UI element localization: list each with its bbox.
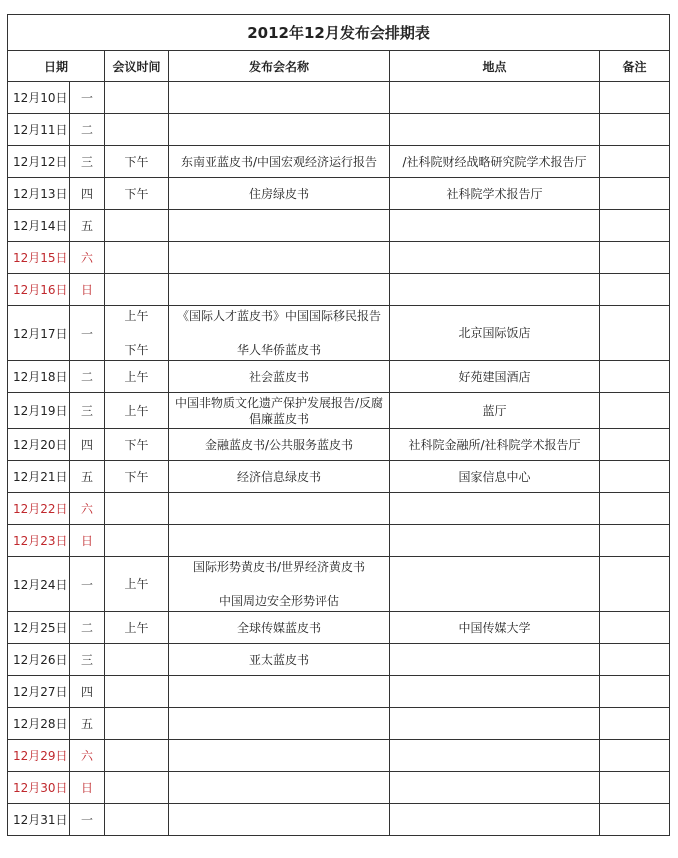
time-cell [105,361,169,393]
place-text: 中国传媒大学 [458,620,531,635]
header-note: 备注 [600,51,670,82]
name-lines [169,557,389,611]
note-cell [600,612,670,644]
time-cell [105,242,169,274]
weekday-cell: 二 [70,114,105,146]
name-text: 东南亚蓝皮书/中国宏观经济运行报告 [180,154,378,169]
schedule-table [7,14,670,836]
note-cell [600,708,670,740]
place-lines [390,469,599,485]
weekday-cell: 一 [70,557,105,612]
table-row [8,82,670,114]
note-cell [600,557,670,612]
table-row [8,557,670,612]
time-text: 上午 [124,620,149,635]
place-cell [390,461,600,493]
date-cell: 12月11日 [8,114,70,146]
weekday-cell: 五 [70,461,105,493]
table-row [8,461,670,493]
time-lines [105,306,168,360]
time-cell [105,274,169,306]
weekday-cell: 五 [70,708,105,740]
place-cell [390,493,600,525]
name-text: 金融蓝皮书/公共服务蓝皮书 [204,437,354,452]
place-cell [390,644,600,676]
place-cell [390,210,600,242]
place-cell [390,114,600,146]
name-cell [169,676,390,708]
place-cell [390,82,600,114]
weekday-cell: 六 [70,493,105,525]
date-cell: 12月20日 [8,429,70,461]
time-lines [105,154,168,170]
note-cell [600,461,670,493]
name-cell [169,114,390,146]
date-cell: 12月24日 [8,557,70,612]
place-lines [390,620,599,636]
note-cell [600,493,670,525]
time-lines [105,576,168,592]
time-cell [105,306,169,361]
header-place: 地点 [390,51,600,82]
note-cell [600,429,670,461]
note-cell [600,644,670,676]
table-row [8,146,670,178]
place-cell [390,557,600,612]
time-text: 上午 [124,309,149,323]
date-cell: 12月18日 [8,361,70,393]
note-cell [600,178,670,210]
table-row [8,772,670,804]
weekday-cell: 三 [70,146,105,178]
date-cell: 12月13日 [8,178,70,210]
table-row [8,393,670,429]
table-row [8,178,670,210]
name-lines [169,620,389,636]
place-text: 北京国际饭店 [458,326,531,340]
date-cell: 12月17日 [8,306,70,361]
name-lines [169,306,389,360]
note-cell [600,740,670,772]
time-lines [105,620,168,636]
name-cell [169,361,390,393]
name-lines [169,437,389,453]
weekday-cell: 日 [70,274,105,306]
weekday-cell: 一 [70,306,105,361]
date-cell: 12月12日 [8,146,70,178]
time-text: 下午 [124,343,149,357]
header-time: 会议时间 [105,51,169,82]
place-cell [390,740,600,772]
table-row [8,306,670,361]
name-cell [169,429,390,461]
time-lines [105,403,168,419]
weekday-cell: 六 [70,740,105,772]
name-cell [169,525,390,557]
time-cell [105,740,169,772]
name-text: 《国际人才蓝皮书》中国国际移民报告 [176,309,381,323]
note-cell [600,393,670,429]
time-cell [105,146,169,178]
time-cell [105,644,169,676]
name-text: 中国周边安全形势评估 [218,594,339,608]
header-name: 发布会名称 [169,51,390,82]
place-lines [390,154,599,170]
date-cell: 12月31日 [8,804,70,836]
weekday-cell: 三 [70,644,105,676]
schedule-wrapper [7,14,670,836]
place-lines [390,403,599,419]
time-cell [105,708,169,740]
weekday-cell: 四 [70,429,105,461]
name-text: 社会蓝皮书 [248,369,309,384]
name-cell [169,146,390,178]
time-lines [105,369,168,385]
time-text: 上午 [124,577,149,591]
name-text: 华人华侨蓝皮书 [236,343,321,357]
place-lines [390,186,599,202]
table-row [8,210,670,242]
place-text: 社科院学术报告厅 [446,186,543,201]
date-cell: 12月25日 [8,612,70,644]
time-cell [105,804,169,836]
table-row [8,493,670,525]
name-text: 国际形势黄皮书/世界经济黄皮书 [192,560,366,574]
name-lines [169,652,389,668]
time-cell [105,393,169,429]
table-row [8,804,670,836]
time-text: 上午 [124,403,149,418]
name-cell [169,493,390,525]
weekday-cell: 一 [70,82,105,114]
time-cell [105,114,169,146]
note-cell [600,210,670,242]
weekday-cell: 六 [70,242,105,274]
place-lines [390,369,599,385]
time-cell [105,429,169,461]
place-cell [390,612,600,644]
table-row [8,114,670,146]
note-cell [600,361,670,393]
place-cell [390,708,600,740]
time-lines [105,186,168,202]
weekday-cell: 四 [70,178,105,210]
name-cell [169,210,390,242]
weekday-cell: 三 [70,393,105,429]
date-cell: 12月14日 [8,210,70,242]
place-cell [390,178,600,210]
date-cell: 12月30日 [8,772,70,804]
schedule-body [8,82,670,836]
place-cell [390,429,600,461]
date-cell: 12月19日 [8,393,70,429]
time-lines [105,437,168,453]
weekday-cell: 一 [70,804,105,836]
table-row [8,644,670,676]
place-cell [390,525,600,557]
place-cell [390,146,600,178]
date-cell: 12月26日 [8,644,70,676]
name-lines [169,395,389,427]
name-cell [169,461,390,493]
weekday-cell: 五 [70,210,105,242]
time-text: 上午 [124,369,149,384]
date-cell: 12月16日 [8,274,70,306]
date-cell: 12月22日 [8,493,70,525]
time-text: 下午 [124,469,149,484]
time-cell [105,676,169,708]
name-lines [169,186,389,202]
time-text: 下午 [124,186,149,201]
place-lines [390,325,599,341]
name-cell [169,612,390,644]
name-text: 经济信息绿皮书 [236,469,321,484]
name-cell [169,178,390,210]
time-cell [105,557,169,612]
place-text: 国家信息中心 [458,469,531,484]
table-title: 2012年12月发布会排期表 [8,15,670,51]
place-text: 社科院金融所/社科院学术报告厅 [408,437,581,452]
date-cell: 12月10日 [8,82,70,114]
header-date: 日期 [8,51,105,82]
place-cell [390,274,600,306]
time-cell [105,82,169,114]
weekday-cell: 日 [70,772,105,804]
date-cell: 12月29日 [8,740,70,772]
name-text: 中国非物质文化遗产保护发展报告/反腐倡廉蓝皮书 [174,395,384,426]
note-cell [600,772,670,804]
time-cell [105,210,169,242]
date-cell: 12月15日 [8,242,70,274]
time-text: 下午 [124,154,149,169]
place-cell [390,804,600,836]
name-text: 全球传媒蓝皮书 [236,620,321,635]
name-cell [169,644,390,676]
weekday-cell: 二 [70,361,105,393]
name-text: 住房绿皮书 [248,186,309,201]
time-cell [105,525,169,557]
table-row [8,612,670,644]
place-text: /社科院财经战略研究院学术报告厅 [402,154,587,169]
name-cell [169,708,390,740]
place-cell [390,361,600,393]
time-cell [105,461,169,493]
date-cell: 12月28日 [8,708,70,740]
note-cell [600,114,670,146]
place-lines [390,437,599,453]
place-cell [390,772,600,804]
date-cell: 12月23日 [8,525,70,557]
weekday-cell: 日 [70,525,105,557]
time-lines [105,469,168,485]
place-cell [390,393,600,429]
name-cell [169,82,390,114]
table-row [8,242,670,274]
time-cell [105,772,169,804]
name-lines [169,469,389,485]
time-cell [105,612,169,644]
weekday-cell: 二 [70,612,105,644]
name-cell [169,740,390,772]
name-cell [169,242,390,274]
name-cell [169,393,390,429]
weekday-cell: 四 [70,676,105,708]
time-cell [105,178,169,210]
table-row [8,708,670,740]
name-cell [169,772,390,804]
time-cell [105,493,169,525]
note-cell [600,274,670,306]
name-text: 亚太蓝皮书 [248,652,309,667]
note-cell [600,306,670,361]
note-cell [600,82,670,114]
place-cell [390,242,600,274]
table-row [8,274,670,306]
table-row [8,361,670,393]
place-text: 好苑建国酒店 [458,369,531,384]
table-row [8,676,670,708]
name-cell [169,306,390,361]
place-cell [390,306,600,361]
name-lines [169,154,389,170]
date-cell: 12月21日 [8,461,70,493]
name-cell [169,804,390,836]
name-cell [169,557,390,612]
note-cell [600,525,670,557]
note-cell [600,804,670,836]
table-row [8,429,670,461]
table-row [8,525,670,557]
note-cell [600,242,670,274]
place-text: 蓝厅 [482,403,507,418]
place-cell [390,676,600,708]
note-cell [600,676,670,708]
time-text: 下午 [124,437,149,452]
note-cell [600,146,670,178]
date-cell: 12月27日 [8,676,70,708]
name-lines [169,369,389,385]
name-cell [169,274,390,306]
table-row [8,740,670,772]
